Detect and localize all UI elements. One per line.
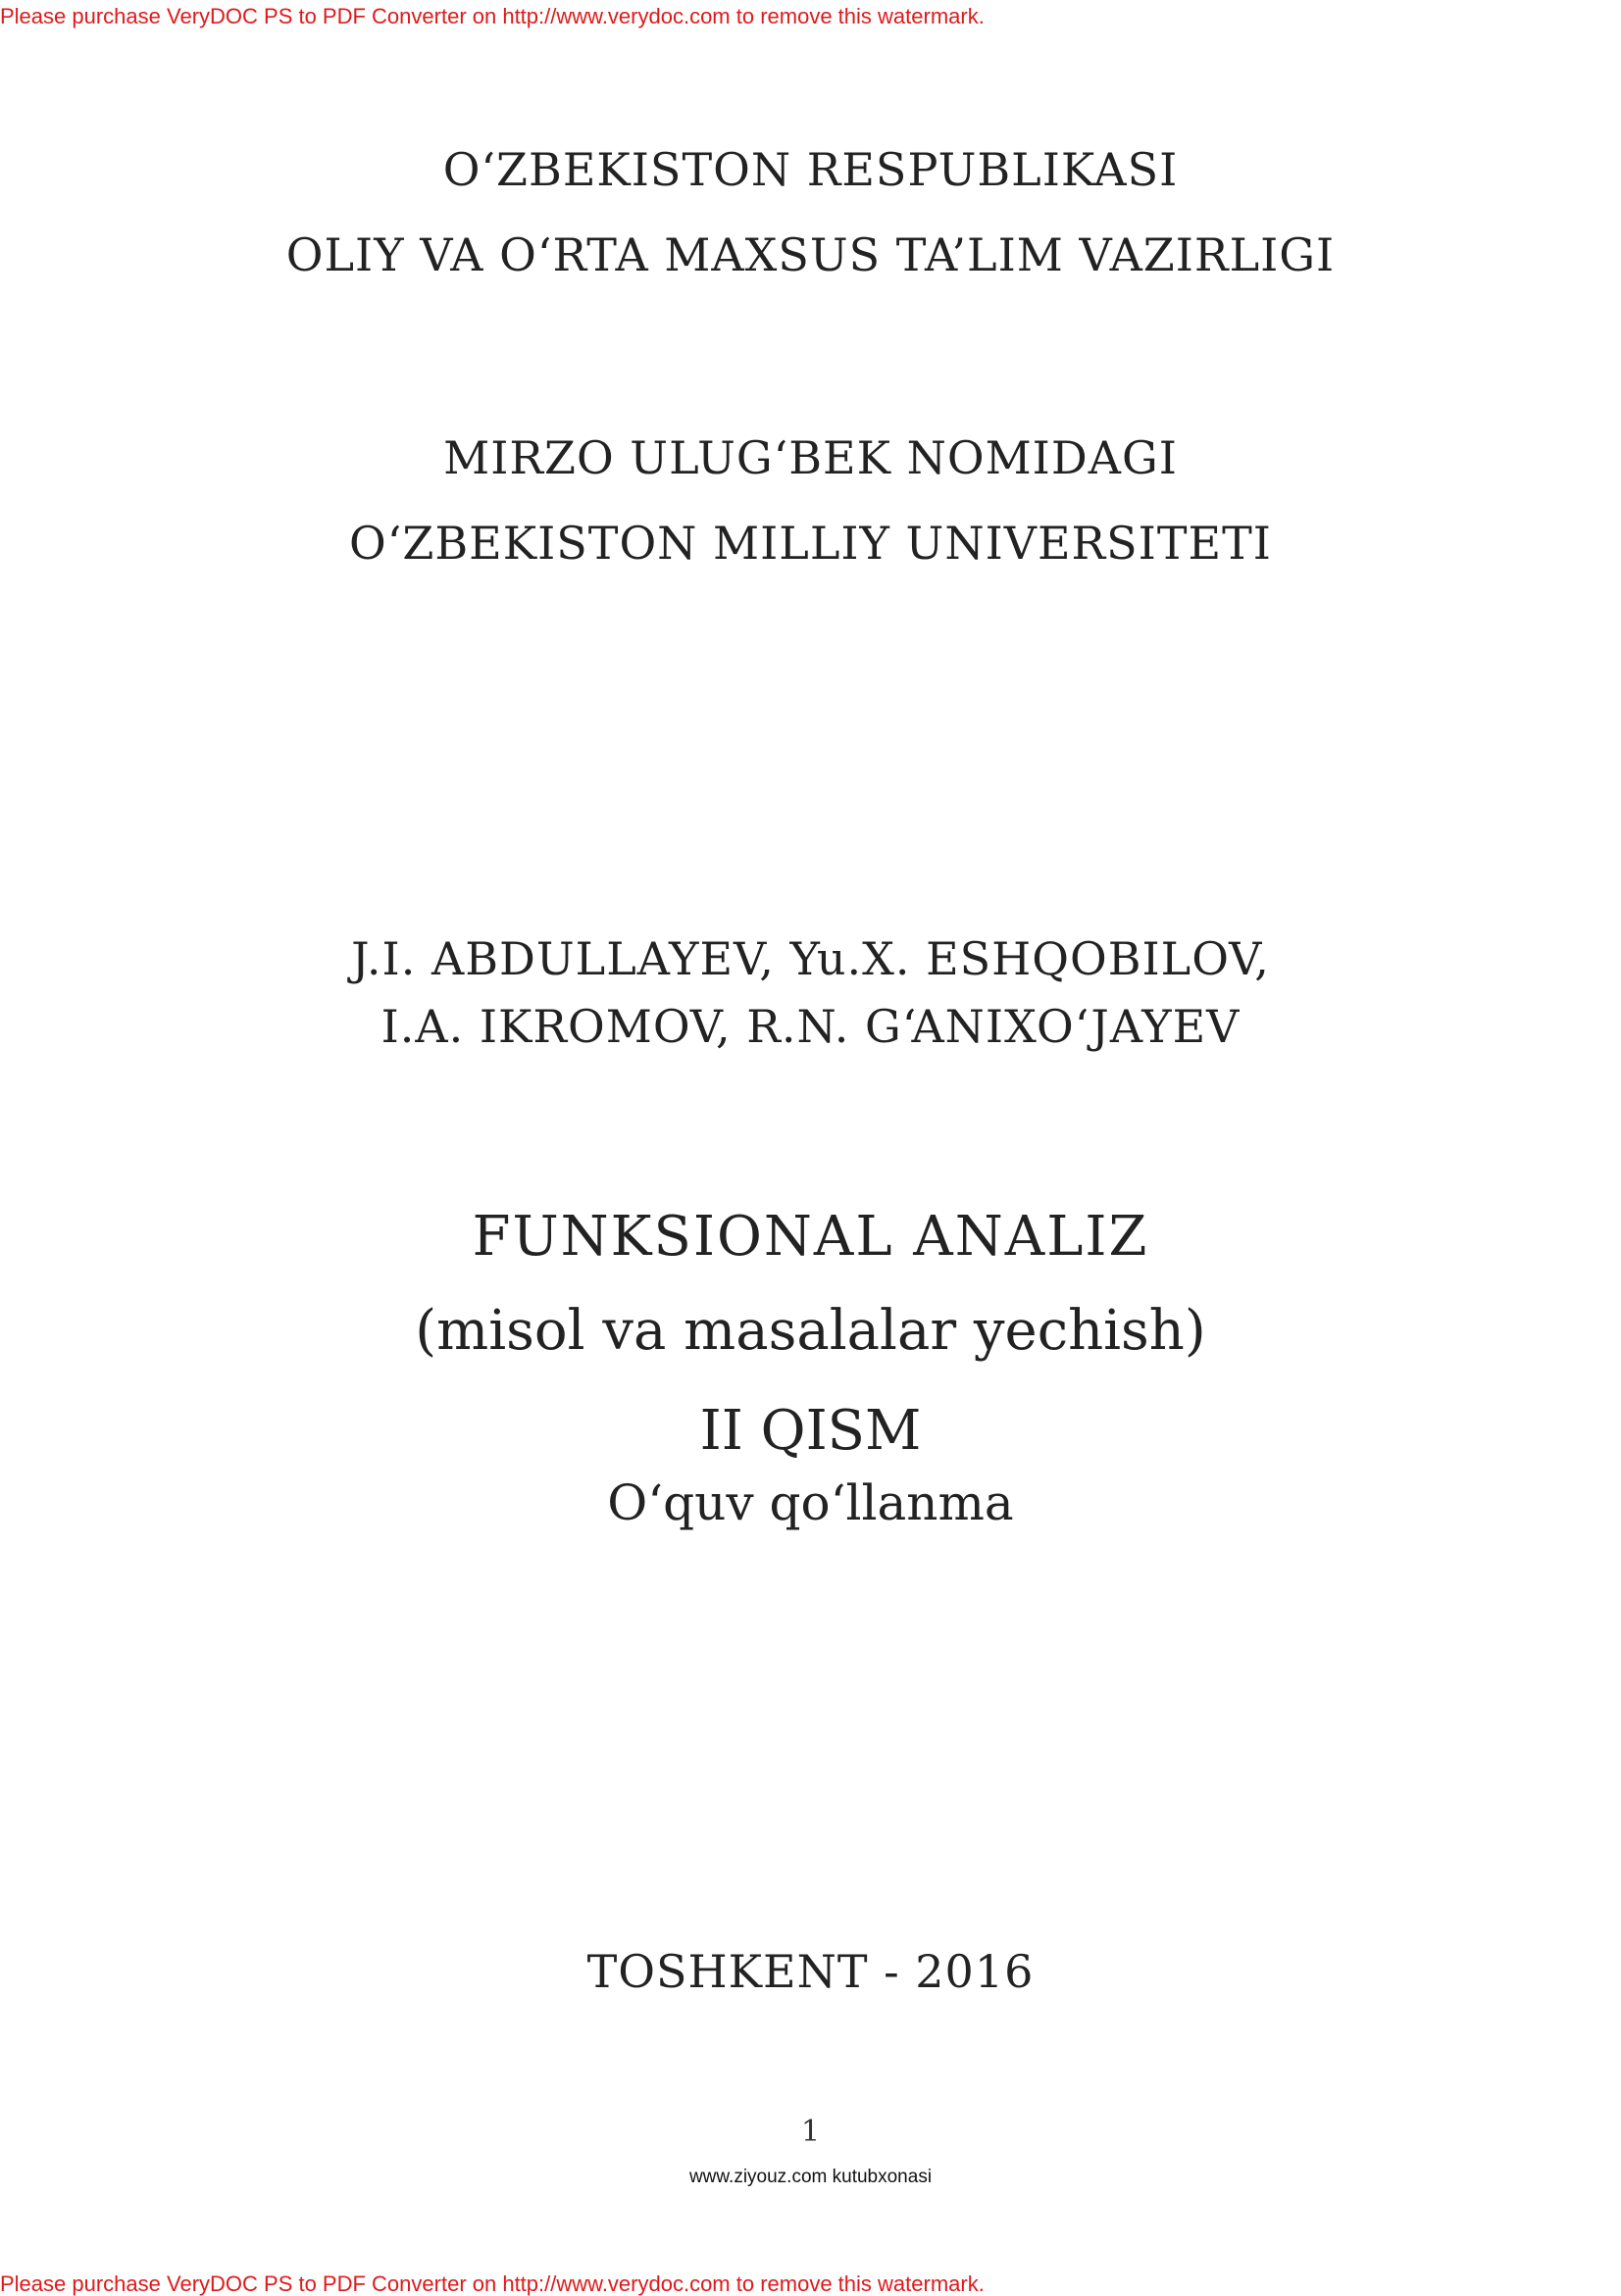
watermark-top: Please purchase VeryDOC PS to PDF Converter on http://www.verydoc.com to remove this watermark. [0,4,985,28]
page-number: 1 [800,2115,821,2149]
ministry-line-2: OLIY VA O‘RTA MAXSUS TA’LIM VAZIRLIGI [285,228,1336,281]
ministry-line-1: O‘ZBEKISTON RESPUBLIKASI [442,143,1179,196]
university-line-1: MIRZO ULUG‘BEK NOMIDAGI [443,431,1178,484]
imprint-city-year: TOSHKENT - 2016 [586,1945,1035,1998]
book-subtitle: (misol va masalalar yechish) [415,1299,1206,1363]
book-part: II QISM [699,1399,922,1463]
book-title: FUNKSIONAL ANALIZ [472,1205,1149,1269]
university-line-2: O‘ZBEKISTON MILLIY UNIVERSITETI [349,517,1272,570]
book-type: O‘quv qo‘llanma [607,1474,1014,1531]
authors-line-1: J.I. ABDULLAYEV, Yu.X. ESHQOBILOV, [351,932,1270,985]
watermark-bottom: Please purchase VeryDOC PS to PDF Converter on http://www.verydoc.com to remove this watermark. [0,2271,985,2296]
authors-line-2: I.A. IKROMOV, R.N. G‘ANIXO‘JAYEV [380,1000,1241,1053]
footer-site: www.ziyouz.com kutubxonasi [688,2167,933,2187]
